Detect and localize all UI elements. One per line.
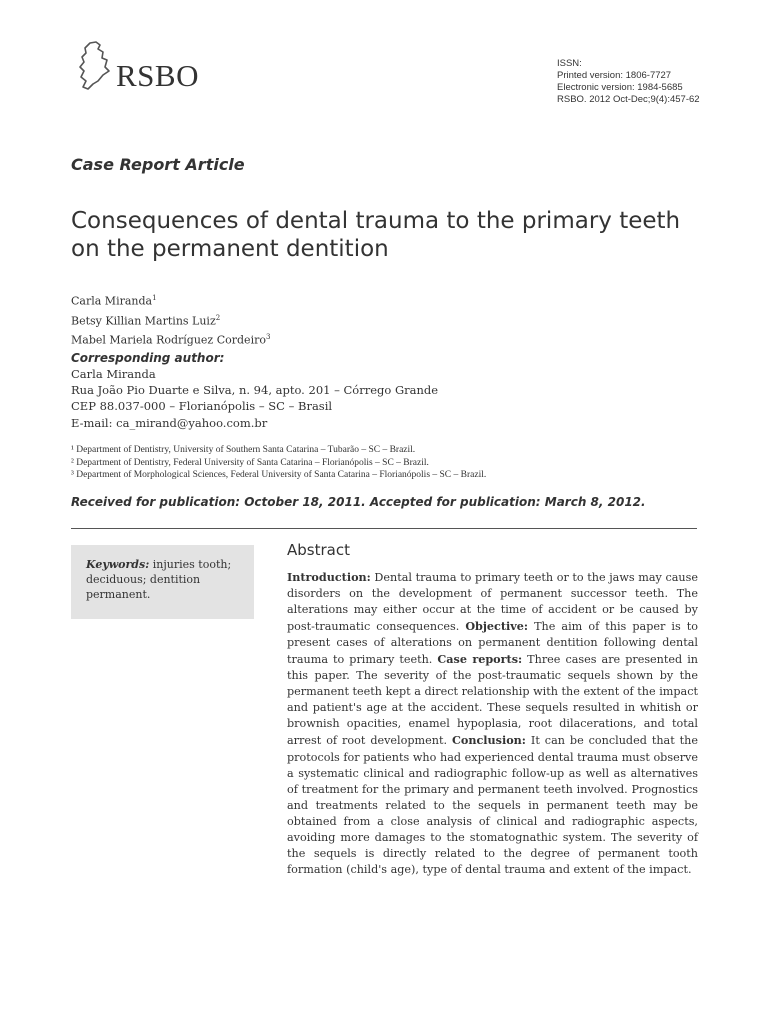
author-name: Betsy Killian Martins Luiz xyxy=(71,314,216,328)
corresponding-author-label: Corresponding author: xyxy=(71,351,225,365)
issn-line: Printed version: 1806-7727 xyxy=(557,70,672,81)
abstract-section-label: Introduction: xyxy=(287,570,371,584)
brazil-map-icon xyxy=(76,40,118,92)
corresponding-email: E-mail: ca_mirand@yahoo.com.br xyxy=(71,415,268,430)
logo-text: RSBO xyxy=(116,58,199,93)
affiliation: ¹ Department of Dentistry, University of Southern Santa Catarina – Tubarão – SC – Brazil. xyxy=(71,445,416,455)
keywords-text: injuries tooth; deciduous; dentition permanent. xyxy=(86,558,232,601)
corresponding-author-details xyxy=(71,366,438,431)
issn-line: RSBO. 2012 Oct-Dec;9(4):457-62 xyxy=(557,94,700,105)
affiliations xyxy=(71,444,486,482)
author-sup: 1 xyxy=(152,294,157,302)
journal-logo xyxy=(76,40,226,100)
abstract-section-text: Dental trauma to primary teeth or to the jaws may cause disorders on the development of permanent successor teeth. The alterations may either occur at the time of accident or be caused by post-traumatic consequences. xyxy=(287,571,698,634)
abstract-section-text: Three cases are presented in this paper. The severity of the post-traumatic sequels shown by the permanent teeth kept a direct relationship with the extent of the impact and patient's age at the accident. These sequels resulted in whitish or brownish opacities, enamel hypoplasia, root dilacerations, and total arrest of root development. xyxy=(287,653,698,748)
author xyxy=(71,290,270,310)
abstract-section-text: It can be concluded that the protocols for patients who had experienced dental trauma must observe a systematic clinical and radiographic follow-up as well as alternatives of treatment for the primary and permanent teeth involved. Prognostics and treatments related to the sequels in permanent teeth may be obtained from a close analysis of clinical and radiographic aspects, avoiding more damages to the stomatognathic system. The severity of the sequels is directly related to the degree of permanent tooth formation (child's age), type of dental trauma and extent of the impact. xyxy=(287,734,698,876)
author-name: Mabel Mariela Rodríguez Cordeiro xyxy=(71,333,266,347)
affiliation: ² Department of Dentistry, Federal University of Santa Catarina – Florianópolis – SC – Brazil. xyxy=(71,457,429,468)
author-sup: 2 xyxy=(215,313,221,322)
abstract-heading: Abstract xyxy=(287,541,350,559)
section-divider xyxy=(71,528,697,529)
publication-dates: Received for publication: October 18, 2011. Accepted for publication: March 8, 2012. xyxy=(71,495,646,509)
author-list xyxy=(71,290,270,349)
affiliation: ³ Department of Morphological Sciences, Federal University of Santa Catarina – Florianópolis – SC – Brazil. xyxy=(71,470,487,480)
issn-line: ISSN: xyxy=(557,58,582,69)
issn-block xyxy=(557,58,700,106)
corresponding-line: Carla Miranda xyxy=(71,367,156,381)
article-title: Consequences of dental trauma to the primary teeth on the permanent dentition xyxy=(71,208,681,262)
keywords-label: Keywords: xyxy=(86,558,150,571)
keywords xyxy=(86,557,244,602)
corresponding-line: Rua João Pio Duarte e Silva, n. 94, apto. 201 – Córrego Grande xyxy=(71,383,439,398)
author-name: Carla Miranda xyxy=(71,294,153,308)
abstract-section-label: Objective: xyxy=(465,619,529,634)
keywords-box xyxy=(71,545,254,619)
abstract-body xyxy=(287,569,698,878)
article-type: Case Report Article xyxy=(71,155,245,174)
abstract-section-text: The aim of this paper is to present cases of alterations on permanent dentition following dental trauma to primary teeth. xyxy=(287,620,698,667)
issn-line: Electronic version: 1984-5685 xyxy=(557,82,683,93)
author-sup: 3 xyxy=(265,333,271,342)
corresponding-line: CEP 88.037-000 – Florianópolis – SC – Brasil xyxy=(71,399,333,414)
author xyxy=(71,310,270,330)
abstract-section-label: Case reports: xyxy=(437,652,523,667)
author xyxy=(71,329,270,349)
abstract-section-label: Conclusion: xyxy=(451,733,526,748)
